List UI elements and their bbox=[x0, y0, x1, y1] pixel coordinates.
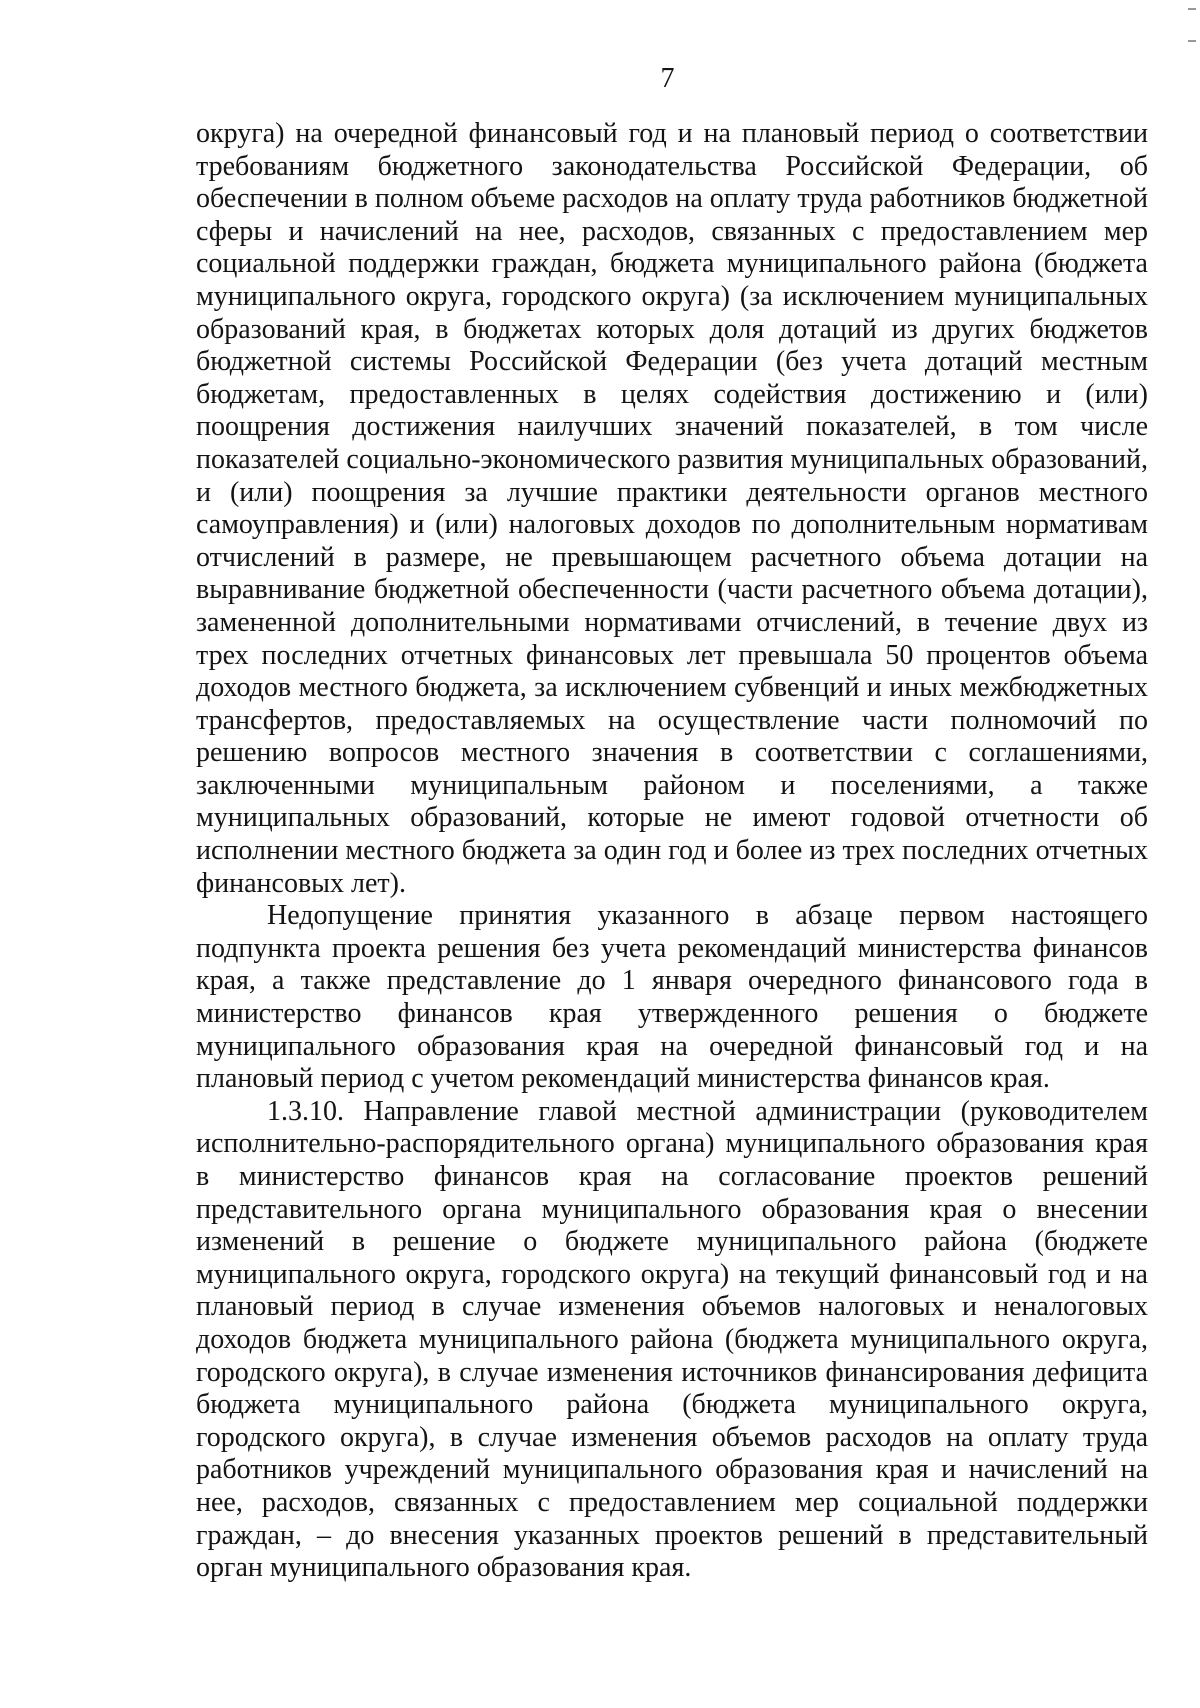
scan-edge-stroke bbox=[1188, 40, 1196, 42]
document-body bbox=[196, 118, 1148, 1585]
paragraph-1-3-10: 1.3.10. Направление главой местной администрации (руководителем исполнительно-распорядительного органа) муниципального образования края в министерство финансов края на согласование проектов решений представительного органа муниципального образования края о внесении изменений в решение о бюджете муниципального района (бюджете муниципального округа, городского округа) на текущий финансовый год и на плановый период в случае изменения объемов налоговых и неналоговых доходов бюджета муниципального района (бюджета муниципального округа, городского округа), в случае изменения источников финансирования дефицита бюджета муниципального района (бюджета муниципального округа, городского округа), в случае изменения объемов расходов на оплату труда работников учреждений муниципального образования края и начислений на нее, расходов, связанных с предоставлением мер социальной поддержки граждан, – до внесения указанных проектов решений в представительный орган муниципального образования края. bbox=[196, 1095, 1148, 1584]
paragraph-continuation: округа) на очередной финансовый год и на плановый период о соответствии требованиям бюджетного законодательства Российской Федерации, об обеспечении в полном объеме расходов на оплату труда работников бюджетной сферы и начислений на нее, расходов, связанных с предоставлением мер социальной поддержки граждан, бюджета муниципального района (бюджета муниципального округа, городского округа) (за исключением муниципальных образований края, в бюджетах которых доля дотаций из других бюджетов бюджетной системы Российской Федерации (без учета дотаций местным бюджетам, предоставленных в целях содействия достижению и (или) поощрения достижения наилучших значений показателей, в том числе показателей социально-экономического развития муниципальных образований, и (или) поощрения за лучшие практики деятельности органов местного самоуправления) и (или) налоговых доходов по дополнительным нормативам отчислений в размере, не превышающем расчетного объема дотации на выравнивание бюджетной обеспеченности (части расчетного объема дотации), замененной дополнительными нормативами отчислений, в течение двух из трех последних отчетных финансовых лет превышала 50 процентов объема доходов местного бюджета, за исключением субвенций и иных межбюджетных трансфертов, предоставляемых на осуществление части полномочий по решению вопросов местного значения в соответствии с соглашениями, заключенными муниципальным районом и поселениями, а также муниципальных образований, которые не имеют годовой отчетности об исполнении местного бюджета за один год и более из трех последних отчетных финансовых лет). bbox=[196, 118, 1148, 899]
page-number: 7 bbox=[660, 63, 675, 94]
scan-edge-stroke bbox=[1188, 8, 1196, 10]
paragraph-non-admission: Недопущение принятия указанного в абзаце первом настоящего подпункта проекта решения без учета рекомендаций министерства финансов края, а также представление до 1 января очередного финансового года в министерство финансов края утвержденного решения о бюджете муниципального образования края на очередной финансовый год и на плановый период с учетом рекомендаций министерства финансов края. bbox=[196, 900, 1148, 1095]
scan-edge-mark bbox=[1180, 0, 1200, 70]
